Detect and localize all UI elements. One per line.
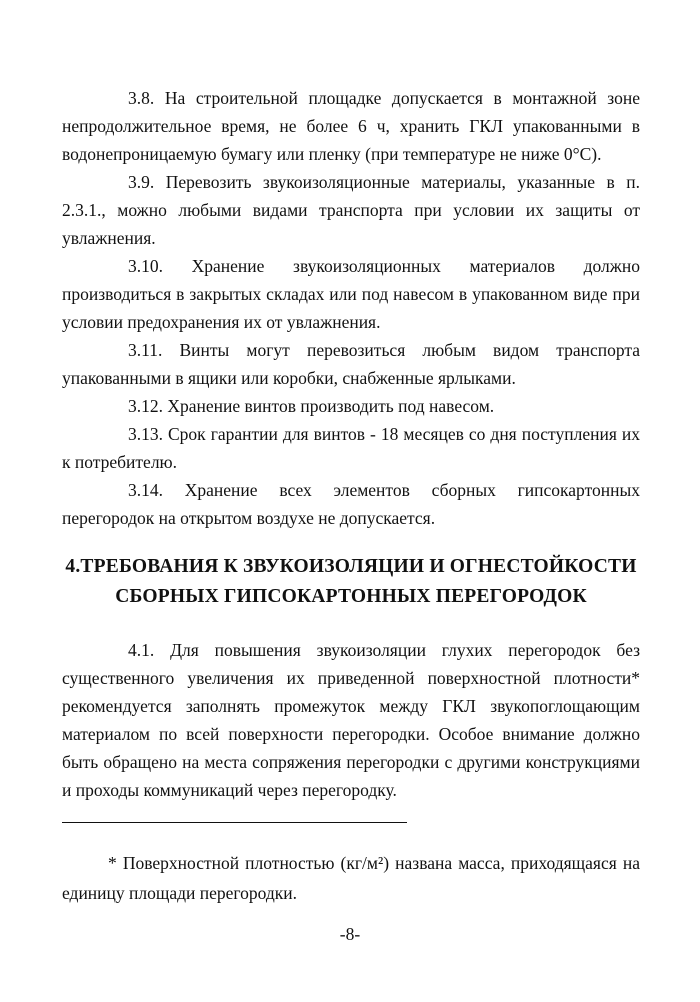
paragraph-3-12: 3.12. Хранение винтов производить под навесом.: [128, 396, 495, 416]
page-number: -8-: [339, 924, 361, 944]
section-4-heading: [62, 552, 640, 612]
section-4-text: [62, 636, 640, 804]
paragraph-3-9: 3.9. Перевозить звукоизоляционные материалы, указанные в п. 2.3.1., можно любыми видами транспорта при условии их защиты от увлажнения.: [62, 172, 640, 248]
paragraph-3-14: 3.14. Хранение всех элементов сборных гипсокартонных перегородок на открытом воздухе не допускается.: [62, 480, 640, 528]
section-4-heading-line-2: СБОРНЫХ ГИПСОКАРТОННЫХ ПЕРЕГОРОДОК: [115, 586, 587, 607]
footnote-separator: [62, 822, 407, 823]
paragraph-4-1: 4.1. Для повышения звукоизоляции глухих перегородок без существенного увеличения их приведенной поверхностной плотности* рекомендуется заполнять промежуток между ГКЛ звукопоглощающим материалом по всей поверхности перегородки. Особое внимание должно быть обращено на места сопряжения перегородки с другими конструкциями и проходы коммуникаций через перегородку.: [62, 640, 640, 800]
paragraph-3-10: 3.10. Хранение звукоизоляционных материалов должно производиться в закрытых складах или под навесом в упакованном виде при условии предохранения их от увлажнения.: [62, 256, 640, 332]
section-3-text: [62, 84, 640, 532]
paragraph-3-13: 3.13. Срок гарантии для винтов - 18 месяцев со дня поступления их к потребителю.: [62, 424, 640, 472]
footnote: * Поверхностной плотностью (кг/м²) названа масса, приходящаяся на единицу площади перегородки.: [62, 853, 640, 903]
section-4-heading-line-1: 4.ТРЕБОВАНИЯ К ЗВУКОИЗОЛЯЦИИ И ОГНЕСТОЙКОСТИ: [65, 556, 637, 577]
paragraph-3-11: 3.11. Винты могут перевозиться любым видом транспорта упакованными в ящики или коробки, снабженные ярлыками.: [62, 340, 640, 388]
paragraph-3-8: 3.8. На строительной площадке допускается в монтажной зоне непродолжительное время, не более 6 ч, хранить ГКЛ упакованными в водонепроницаемую бумагу или пленку (при температуре не ниже 0°С).: [62, 88, 640, 164]
